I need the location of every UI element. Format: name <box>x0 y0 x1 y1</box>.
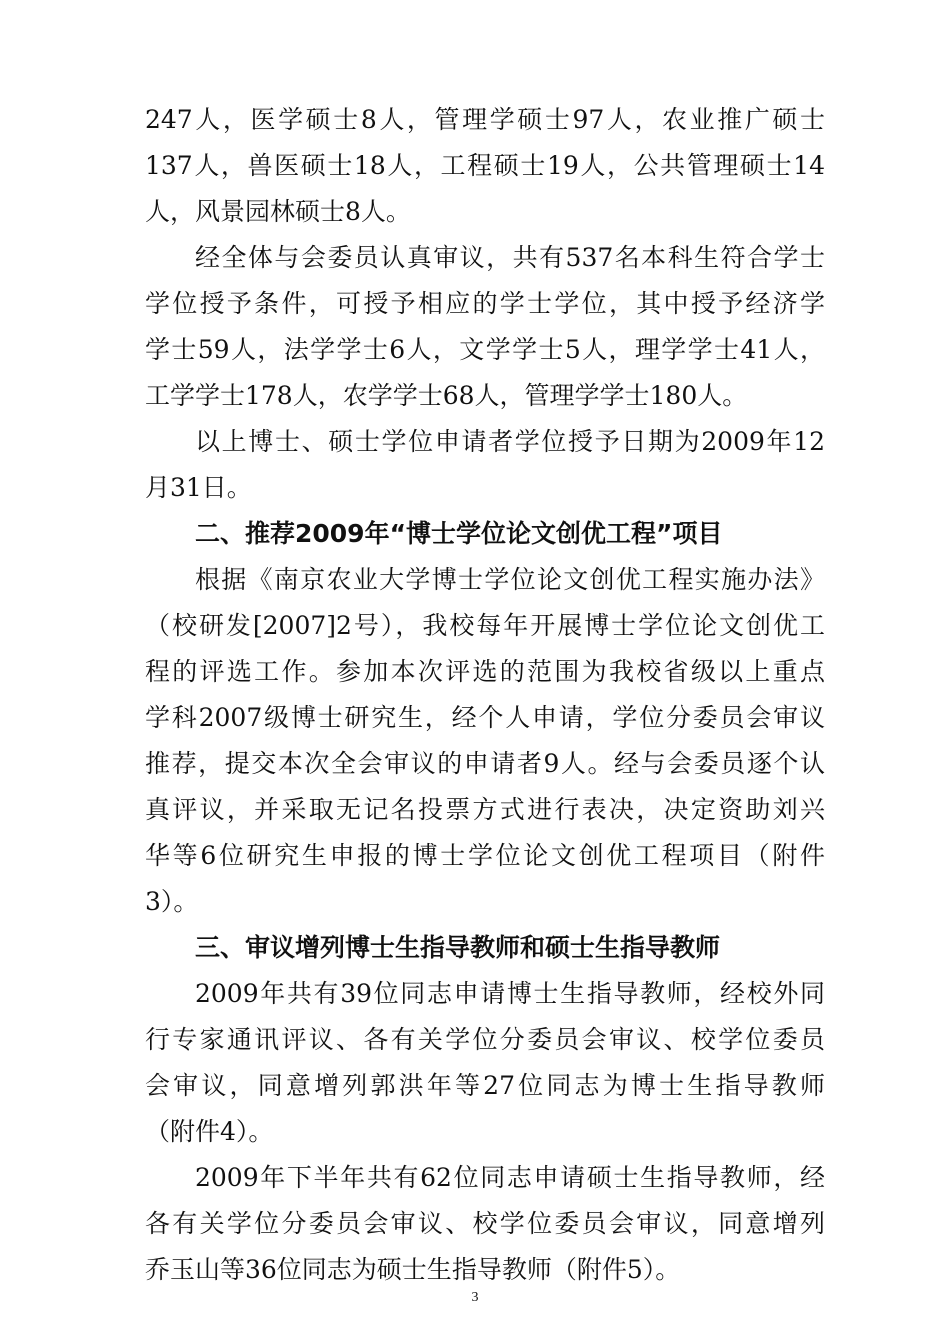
section-heading-2: 二、推荐2009年“博士学位论文创优工程”项目 <box>195 519 723 548</box>
paragraph-6-line-1: 2009年下半年共有62位同志申请硕士生指导教师，经 <box>195 1163 825 1192</box>
paragraph-3-line-1: 以上博士、硕士学位申请者学位授予日期为2009年12 <box>195 427 825 456</box>
paragraph-4-line-8: 3）。 <box>145 887 199 916</box>
paragraph-1-line-3: 人，风景园林硕士8人。 <box>145 197 411 226</box>
paragraph-2-line-4: 工学学士178人，农学学士68人，管理学学士180人。 <box>145 381 748 410</box>
paragraph-4-line-3: 程的评选工作。参加本次评选的范围为我校省级以上重点 <box>145 657 825 686</box>
page-number: 3 <box>471 1290 479 1305</box>
paragraph-5-line-3: 会审议，同意增列郭洪年等27位同志为博士生指导教师 <box>145 1071 825 1100</box>
paragraph-2-line-3: 学士59人，法学学士6人，文学学士5人，理学学士41人， <box>145 335 825 364</box>
paragraph-6-line-2: 各有关学位分委员会审议、校学位委员会审议，同意增列 <box>145 1209 825 1238</box>
paragraph-1-line-2: 137人，兽医硕士18人，工程硕士19人，公共管理硕士14 <box>145 151 825 180</box>
paragraph-4-line-5: 推荐，提交本次全会审议的申请者9人。经与会委员逐个认 <box>145 749 825 778</box>
paragraph-2-line-2: 学位授予条件，可授予相应的学士学位，其中授予经济学 <box>145 289 825 318</box>
paragraph-4-line-1: 根据《南京农业大学博士学位论文创优工程实施办法》 <box>195 565 825 594</box>
paragraph-5-line-4: （附件4）。 <box>145 1117 274 1146</box>
paragraph-4-line-2: （校研发[2007]2号），我校每年开展博士学位论文创优工 <box>145 611 825 640</box>
paragraph-1-line-1: 247人，医学硕士8人，管理学硕士97人，农业推广硕士 <box>145 105 825 134</box>
paragraph-5-line-2: 行专家通讯评议、各有关学位分委员会审议、校学位委员 <box>145 1025 825 1054</box>
paragraph-2-line-1: 经全体与会委员认真审议，共有537名本科生符合学士 <box>195 243 825 272</box>
paragraph-4-line-4: 学科2007级博士研究生，经个人申请，学位分委员会审议 <box>145 703 825 732</box>
paragraph-5-line-1: 2009年共有39位同志申请博士生指导教师，经校外同 <box>195 979 825 1008</box>
paragraph-4-line-6: 真评议，并采取无记名投票方式进行表决，决定资助刘兴 <box>145 795 825 824</box>
paragraph-4-line-7: 华等6位研究生申报的博士学位论文创优工程项目（附件 <box>145 841 825 870</box>
section-heading-3: 三、审议增列博士生指导教师和硕士生指导教师 <box>195 933 721 962</box>
paragraph-6-line-3: 乔玉山等36位同志为硕士生指导教师（附件5）。 <box>145 1255 681 1284</box>
paragraph-3-line-2: 月31日。 <box>145 473 252 502</box>
